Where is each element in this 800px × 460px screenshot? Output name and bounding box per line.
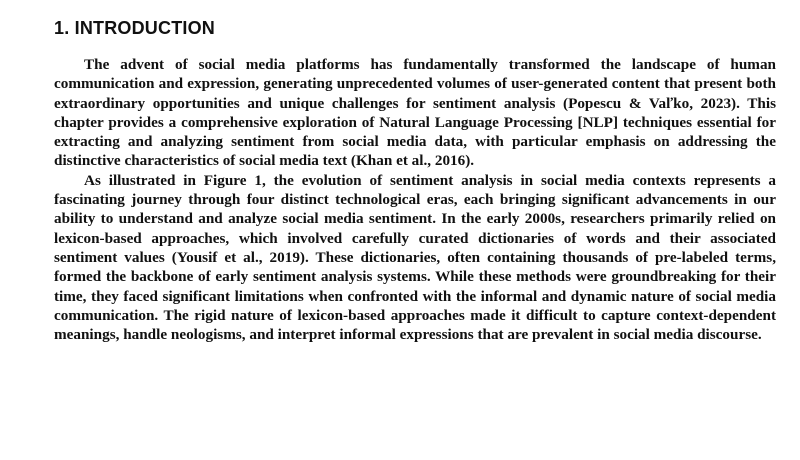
paragraph-evolution: As illustrated in Figure 1, the evolution of sentiment analysis in social media contexts represents a fascinating journey through four distinct technological eras, each bringing significant advancements in our ability to understand and analyze social media sentiment. In the early 2000s, researchers primarily relied on lexicon-based approaches, which involved carefully curated dictionaries of words and their associated sentiment values (Yousif et al., 2019). These dictionaries, often containing thousands of pre-labeled terms, formed the backbone of early sentiment analysis systems. While these methods were groundbreaking for their time, they faced significant limitations when confronted with the informal and dynamic nature of social media communication. The rigid nature of lexicon-based approaches made it difficult to capture context-dependent meanings, handle neologisms, and interpret informal expressions that are prevalent in social media discourse. xyxy=(54,171,776,344)
document-page xyxy=(54,18,776,344)
paragraph-intro: The advent of social media platforms has fundamentally transformed the landscape of human communication and expression, generating unprecedented volumes of user-generated content that present both extraordinary opportunities and unique challenges for sentiment analysis (Popescu & Vaľko, 2023). This chapter provides a comprehensive exploration of Natural Language Processing [NLP] techniques essential for extracting and analyzing sentiment from social media data, with particular emphasis on addressing the distinctive characteristics of social media text (Khan et al., 2016). xyxy=(54,56,776,170)
section-heading: 1. INTRODUCTION xyxy=(54,18,216,38)
